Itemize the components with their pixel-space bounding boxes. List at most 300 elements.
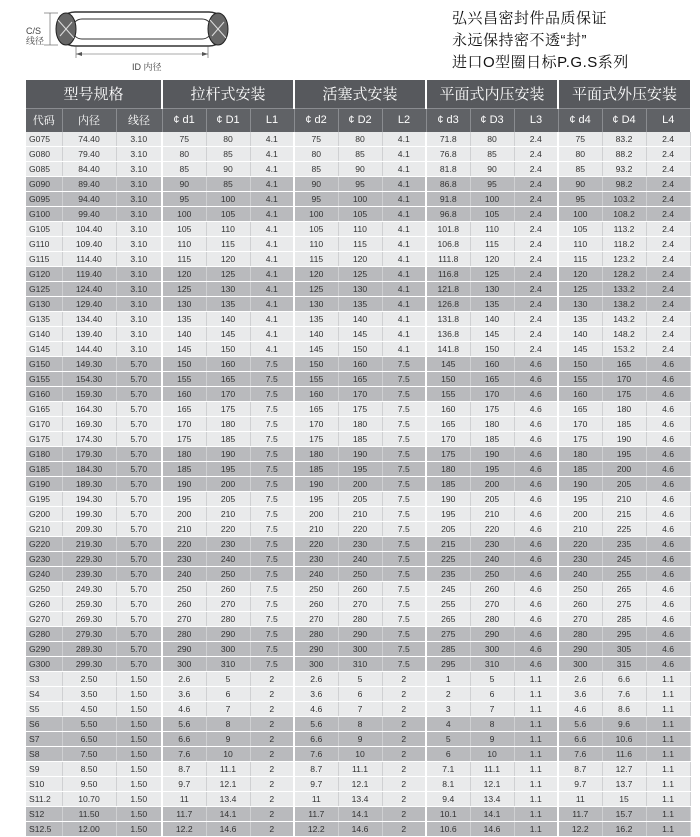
table-cell: 130 bbox=[206, 282, 250, 297]
table-cell: 1.1 bbox=[646, 777, 690, 792]
table-cell: 2.4 bbox=[646, 132, 690, 147]
table-cell: 85 bbox=[206, 177, 250, 192]
table-cell: 80 bbox=[470, 132, 514, 147]
table-cell: 10.6 bbox=[602, 732, 646, 747]
table-cell: 118.2 bbox=[602, 237, 646, 252]
table-cell: 205 bbox=[602, 477, 646, 492]
table-cell: 7.5 bbox=[250, 357, 294, 372]
table-cell: 12.1 bbox=[206, 777, 250, 792]
table-cell: 13.4 bbox=[338, 792, 382, 807]
row-code-cell: G195 bbox=[26, 492, 62, 507]
table-cell: 76.8 bbox=[426, 147, 470, 162]
group-header-spec: 型号规格 bbox=[26, 80, 162, 108]
table-cell: 165 bbox=[558, 402, 602, 417]
table-cell: 160 bbox=[294, 387, 338, 402]
table-cell: 3.10 bbox=[116, 252, 162, 267]
table-cell: 2.4 bbox=[514, 327, 558, 342]
table-cell: 93.2 bbox=[602, 162, 646, 177]
table-cell: 1 bbox=[426, 672, 470, 687]
table-cell: 4.6 bbox=[514, 357, 558, 372]
table-cell: 4.1 bbox=[250, 192, 294, 207]
table-cell: 125 bbox=[294, 282, 338, 297]
table-cell: 3.10 bbox=[116, 312, 162, 327]
table-cell: 8 bbox=[206, 717, 250, 732]
table-cell: 1.1 bbox=[514, 807, 558, 822]
table-cell: 80 bbox=[162, 147, 206, 162]
table-cell: 5.70 bbox=[116, 402, 162, 417]
table-cell: 104.40 bbox=[62, 222, 116, 237]
table-cell: 115 bbox=[162, 252, 206, 267]
table-cell: 2.4 bbox=[514, 282, 558, 297]
table-cell: 310 bbox=[338, 657, 382, 672]
table-cell: 11 bbox=[294, 792, 338, 807]
table-cell: 145 bbox=[294, 342, 338, 357]
table-cell: 2 bbox=[250, 747, 294, 762]
table-cell: 2.4 bbox=[646, 222, 690, 237]
table-cell: 5.70 bbox=[116, 357, 162, 372]
row-code-cell: S7 bbox=[26, 732, 62, 747]
table-cell: 160 bbox=[338, 357, 382, 372]
table-cell: 7.5 bbox=[382, 432, 426, 447]
table-cell: 125 bbox=[558, 282, 602, 297]
table-cell: 290 bbox=[206, 627, 250, 642]
table-cell: 134.40 bbox=[62, 312, 116, 327]
table-cell: 1.1 bbox=[514, 717, 558, 732]
column-header: 线径 bbox=[116, 108, 162, 132]
table-row bbox=[26, 207, 690, 222]
table-cell: 220 bbox=[162, 537, 206, 552]
table-cell: 255 bbox=[602, 567, 646, 582]
table-cell: 7.6 bbox=[162, 747, 206, 762]
table-cell: 149.30 bbox=[62, 357, 116, 372]
table-cell: 3.10 bbox=[116, 177, 162, 192]
table-cell: 185 bbox=[294, 462, 338, 477]
table-cell: 4.6 bbox=[514, 627, 558, 642]
table-cell: 83.2 bbox=[602, 132, 646, 147]
group-header-face-internal: 平面式内压安装 bbox=[426, 80, 558, 108]
table-cell: 11.6 bbox=[602, 747, 646, 762]
table-cell: 1.50 bbox=[116, 807, 162, 822]
table-cell: 170 bbox=[294, 417, 338, 432]
table-cell: 4.1 bbox=[250, 207, 294, 222]
slogan bbox=[452, 8, 629, 74]
table-cell: 3.6 bbox=[294, 687, 338, 702]
table-cell: 5.6 bbox=[294, 717, 338, 732]
table-cell: 74.40 bbox=[62, 132, 116, 147]
table-row bbox=[26, 507, 690, 522]
table-cell: 150 bbox=[294, 357, 338, 372]
table-cell: 210 bbox=[602, 492, 646, 507]
table-cell: 205 bbox=[206, 492, 250, 507]
table-cell: 7.5 bbox=[382, 462, 426, 477]
row-code-cell: G080 bbox=[26, 147, 62, 162]
table-cell: 4.1 bbox=[250, 162, 294, 177]
catalog-header bbox=[0, 0, 700, 80]
table-cell: 260 bbox=[162, 597, 206, 612]
table-cell: 1.50 bbox=[116, 822, 162, 837]
table-cell: 210 bbox=[206, 507, 250, 522]
table-cell: 2.4 bbox=[514, 162, 558, 177]
cs-label: C/S 线径 bbox=[26, 26, 45, 46]
row-code-cell: G110 bbox=[26, 237, 62, 252]
table-cell: 164.30 bbox=[62, 402, 116, 417]
table-cell: 260 bbox=[470, 582, 514, 597]
table-cell: 180 bbox=[602, 402, 646, 417]
table-cell: 260 bbox=[338, 582, 382, 597]
table-row bbox=[26, 717, 690, 732]
row-code-cell: G280 bbox=[26, 627, 62, 642]
table-cell: 1.1 bbox=[514, 762, 558, 777]
table-cell: 240 bbox=[338, 552, 382, 567]
table-cell: 199.30 bbox=[62, 507, 116, 522]
table-cell: 7.5 bbox=[250, 567, 294, 582]
table-cell: 285 bbox=[602, 612, 646, 627]
table-cell: 2 bbox=[250, 792, 294, 807]
table-cell: 165 bbox=[602, 357, 646, 372]
table-cell: 138.2 bbox=[602, 297, 646, 312]
table-cell: 145 bbox=[426, 357, 470, 372]
table-cell: 115 bbox=[558, 252, 602, 267]
table-cell: 4.6 bbox=[646, 492, 690, 507]
table-cell: 4.6 bbox=[514, 447, 558, 462]
table-cell: 4.6 bbox=[294, 702, 338, 717]
table-cell: 229.30 bbox=[62, 552, 116, 567]
table-cell: 250 bbox=[206, 567, 250, 582]
table-cell: 1.50 bbox=[116, 702, 162, 717]
table-cell: 230 bbox=[338, 537, 382, 552]
row-code-cell: G190 bbox=[26, 477, 62, 492]
table-cell: 120 bbox=[338, 252, 382, 267]
table-cell: 8.6 bbox=[602, 702, 646, 717]
table-cell: 154.30 bbox=[62, 372, 116, 387]
table-row bbox=[26, 162, 690, 177]
table-cell: 2 bbox=[250, 687, 294, 702]
table-cell: 185 bbox=[162, 462, 206, 477]
table-cell: 85 bbox=[338, 147, 382, 162]
table-cell: 12.00 bbox=[62, 822, 116, 837]
table-cell: 2 bbox=[382, 672, 426, 687]
table-cell: 128.2 bbox=[602, 267, 646, 282]
column-header: L4 bbox=[646, 108, 690, 132]
table-cell: 4.1 bbox=[382, 222, 426, 237]
table-cell: 80 bbox=[206, 132, 250, 147]
table-cell: 205 bbox=[470, 492, 514, 507]
table-cell: 2.6 bbox=[162, 672, 206, 687]
table-cell: 2.4 bbox=[646, 237, 690, 252]
table-cell: 170 bbox=[426, 432, 470, 447]
table-cell: 1.1 bbox=[514, 822, 558, 837]
table-cell: 175 bbox=[294, 432, 338, 447]
table-cell: 2 bbox=[382, 822, 426, 837]
table-cell: 4.6 bbox=[646, 432, 690, 447]
table-cell: 230 bbox=[294, 552, 338, 567]
table-cell: 121.8 bbox=[426, 282, 470, 297]
table-cell: 7.5 bbox=[250, 582, 294, 597]
column-header: 代码 bbox=[26, 108, 62, 132]
table-cell: 85 bbox=[162, 162, 206, 177]
table-row bbox=[26, 342, 690, 357]
table-cell: 7.5 bbox=[382, 612, 426, 627]
table-cell: 7.5 bbox=[382, 597, 426, 612]
row-code-cell: G130 bbox=[26, 297, 62, 312]
table-cell: 6.6 bbox=[602, 672, 646, 687]
table-cell: 310 bbox=[206, 657, 250, 672]
table-cell: 4.6 bbox=[514, 492, 558, 507]
table-cell: 4.1 bbox=[250, 312, 294, 327]
table-row bbox=[26, 417, 690, 432]
table-cell: 4.6 bbox=[646, 627, 690, 642]
table-cell: 5.50 bbox=[62, 717, 116, 732]
table-cell: 9 bbox=[338, 732, 382, 747]
table-cell: 175 bbox=[558, 432, 602, 447]
table-cell: 6 bbox=[338, 687, 382, 702]
table-cell: 148.2 bbox=[602, 327, 646, 342]
table-cell: 4.6 bbox=[646, 357, 690, 372]
table-cell: 115 bbox=[470, 237, 514, 252]
table-cell: 8.7 bbox=[558, 762, 602, 777]
table-cell: 4.6 bbox=[514, 612, 558, 627]
id-label: ID 内径 bbox=[132, 62, 162, 72]
table-cell: 290 bbox=[162, 642, 206, 657]
table-cell: 7.5 bbox=[250, 612, 294, 627]
table-cell: 90 bbox=[470, 162, 514, 177]
table-cell: 7.5 bbox=[250, 642, 294, 657]
table-cell: 125 bbox=[470, 267, 514, 282]
table-cell: 1.1 bbox=[646, 792, 690, 807]
table-cell: 105 bbox=[338, 207, 382, 222]
table-cell: 4.6 bbox=[646, 597, 690, 612]
table-cell: 143.2 bbox=[602, 312, 646, 327]
row-code-cell: G150 bbox=[26, 357, 62, 372]
row-code-cell: S9 bbox=[26, 762, 62, 777]
table-cell: 4 bbox=[426, 717, 470, 732]
row-code-cell: G160 bbox=[26, 387, 62, 402]
table-cell: 75 bbox=[294, 132, 338, 147]
table-cell: 4.6 bbox=[646, 417, 690, 432]
table-cell: 1.1 bbox=[514, 687, 558, 702]
table-cell: 250 bbox=[338, 567, 382, 582]
row-code-cell: G220 bbox=[26, 537, 62, 552]
table-cell: 3.10 bbox=[116, 327, 162, 342]
table-cell: 2.4 bbox=[514, 177, 558, 192]
table-cell: 1.50 bbox=[116, 762, 162, 777]
table-cell: 95 bbox=[558, 192, 602, 207]
table-cell: 2.4 bbox=[646, 342, 690, 357]
table-cell: 5.70 bbox=[116, 432, 162, 447]
table-cell: 133.2 bbox=[602, 282, 646, 297]
table-cell: 290 bbox=[338, 627, 382, 642]
table-cell: 6 bbox=[470, 687, 514, 702]
table-cell: 275 bbox=[602, 597, 646, 612]
table-cell: 120 bbox=[294, 267, 338, 282]
table-cell: 175 bbox=[206, 402, 250, 417]
row-code-cell: S4 bbox=[26, 687, 62, 702]
table-cell: 165 bbox=[206, 372, 250, 387]
table-cell: 175 bbox=[426, 447, 470, 462]
table-cell: 205 bbox=[426, 522, 470, 537]
table-cell: 5.70 bbox=[116, 492, 162, 507]
table-cell: 290 bbox=[294, 642, 338, 657]
table-cell: 9.6 bbox=[602, 717, 646, 732]
table-cell: 285 bbox=[426, 642, 470, 657]
table-cell: 135 bbox=[338, 297, 382, 312]
table-cell: 5.70 bbox=[116, 552, 162, 567]
table-cell: 4.1 bbox=[250, 177, 294, 192]
table-cell: 110 bbox=[206, 222, 250, 237]
table-cell: 190 bbox=[426, 492, 470, 507]
table-cell: 4.1 bbox=[250, 267, 294, 282]
table-cell: 119.40 bbox=[62, 267, 116, 282]
row-code-cell: S6 bbox=[26, 717, 62, 732]
table-cell: 144.40 bbox=[62, 342, 116, 357]
table-cell: 2 bbox=[382, 777, 426, 792]
table-cell: 155 bbox=[558, 372, 602, 387]
table-cell: 185 bbox=[558, 462, 602, 477]
table-cell: 2 bbox=[250, 702, 294, 717]
table-cell: 135 bbox=[558, 312, 602, 327]
table-cell: 5.70 bbox=[116, 582, 162, 597]
row-code-cell: G105 bbox=[26, 222, 62, 237]
table-cell: 113.2 bbox=[602, 222, 646, 237]
table-cell: 194.30 bbox=[62, 492, 116, 507]
table-cell: 209.30 bbox=[62, 522, 116, 537]
table-cell: 225 bbox=[426, 552, 470, 567]
column-header: ¢ D1 bbox=[206, 108, 250, 132]
table-cell: 4.6 bbox=[646, 462, 690, 477]
table-cell: 14.6 bbox=[470, 822, 514, 837]
table-cell: 185 bbox=[470, 432, 514, 447]
table-cell: 2 bbox=[382, 717, 426, 732]
table-cell: 300 bbox=[558, 657, 602, 672]
table-cell: 7.5 bbox=[382, 537, 426, 552]
table-cell: 4.6 bbox=[514, 582, 558, 597]
slogan-line-2: 永远保持密不透“封” bbox=[452, 32, 587, 49]
table-body bbox=[26, 132, 690, 837]
table-cell: 180 bbox=[206, 417, 250, 432]
table-cell: 260 bbox=[294, 597, 338, 612]
table-cell: 7.5 bbox=[382, 627, 426, 642]
table-cell: 4.1 bbox=[382, 237, 426, 252]
table-cell: 220 bbox=[338, 522, 382, 537]
table-row bbox=[26, 462, 690, 477]
table-cell: 290 bbox=[558, 642, 602, 657]
table-cell: 7.5 bbox=[250, 537, 294, 552]
table-cell: 184.30 bbox=[62, 462, 116, 477]
table-cell: 170 bbox=[338, 387, 382, 402]
table-cell: 150 bbox=[338, 342, 382, 357]
table-cell: 5.70 bbox=[116, 537, 162, 552]
table-cell: 4.1 bbox=[382, 162, 426, 177]
table-row bbox=[26, 822, 690, 837]
table-cell: 95 bbox=[470, 177, 514, 192]
table-cell: 1.1 bbox=[646, 762, 690, 777]
table-cell: 12.1 bbox=[338, 777, 382, 792]
table-cell: 75 bbox=[558, 132, 602, 147]
table-cell: 240 bbox=[294, 567, 338, 582]
table-cell: 300 bbox=[338, 642, 382, 657]
table-cell: 11.1 bbox=[206, 762, 250, 777]
table-row bbox=[26, 222, 690, 237]
table-cell: 2 bbox=[382, 687, 426, 702]
table-cell: 7.5 bbox=[382, 402, 426, 417]
table-cell: 7.6 bbox=[558, 747, 602, 762]
table-cell: 2 bbox=[250, 807, 294, 822]
table-row bbox=[26, 537, 690, 552]
table-cell: 240 bbox=[558, 567, 602, 582]
table-cell: 185 bbox=[338, 432, 382, 447]
table-cell: 115 bbox=[206, 237, 250, 252]
table-cell: 250 bbox=[294, 582, 338, 597]
row-code-cell: G155 bbox=[26, 372, 62, 387]
table-cell: 165 bbox=[426, 417, 470, 432]
table-cell: 130 bbox=[294, 297, 338, 312]
table-cell: 3.10 bbox=[116, 147, 162, 162]
table-cell: 140 bbox=[338, 312, 382, 327]
table-cell: 174.30 bbox=[62, 432, 116, 447]
table-cell: 290 bbox=[470, 627, 514, 642]
row-code-cell: G240 bbox=[26, 567, 62, 582]
table-cell: 10 bbox=[206, 747, 250, 762]
table-cell: 2.4 bbox=[646, 192, 690, 207]
table-cell: 315 bbox=[602, 657, 646, 672]
table-cell: 109.40 bbox=[62, 237, 116, 252]
table-cell: 159.30 bbox=[62, 387, 116, 402]
table-cell: 7.5 bbox=[250, 447, 294, 462]
table-cell: 15.7 bbox=[602, 807, 646, 822]
table-cell: 3.10 bbox=[116, 222, 162, 237]
table-cell: 85 bbox=[294, 162, 338, 177]
table-cell: 165 bbox=[294, 402, 338, 417]
table-cell: 195 bbox=[470, 462, 514, 477]
table-cell: 2 bbox=[250, 822, 294, 837]
table-cell: 280 bbox=[162, 627, 206, 642]
table-cell: 7.6 bbox=[294, 747, 338, 762]
table-cell: 2.4 bbox=[646, 327, 690, 342]
table-cell: 140 bbox=[558, 327, 602, 342]
table-cell: 131.8 bbox=[426, 312, 470, 327]
table-cell: 5.70 bbox=[116, 417, 162, 432]
table-cell: 195 bbox=[294, 492, 338, 507]
table-cell: 2.4 bbox=[646, 252, 690, 267]
table-cell: 14.6 bbox=[206, 822, 250, 837]
row-code-cell: G210 bbox=[26, 522, 62, 537]
table-cell: 86.8 bbox=[426, 177, 470, 192]
table-cell: 165 bbox=[338, 372, 382, 387]
table-cell: 5.70 bbox=[116, 597, 162, 612]
table-cell: 105 bbox=[558, 222, 602, 237]
table-cell: 7.5 bbox=[382, 372, 426, 387]
table-cell: 220 bbox=[470, 522, 514, 537]
table-cell: 165 bbox=[162, 402, 206, 417]
table-cell: 110 bbox=[294, 237, 338, 252]
table-cell: 126.8 bbox=[426, 297, 470, 312]
table-cell: 84.40 bbox=[62, 162, 116, 177]
table-cell: 7.5 bbox=[250, 507, 294, 522]
table-cell: 129.40 bbox=[62, 297, 116, 312]
table-cell: 1.50 bbox=[116, 672, 162, 687]
o-ring-cross-section-icon bbox=[22, 6, 232, 76]
table-cell: 240 bbox=[206, 552, 250, 567]
table-cell: 300 bbox=[206, 642, 250, 657]
table-cell: 280 bbox=[338, 612, 382, 627]
table-cell: 105 bbox=[162, 222, 206, 237]
row-code-cell: G075 bbox=[26, 132, 62, 147]
table-cell: 90 bbox=[206, 162, 250, 177]
column-header: ¢ d1 bbox=[162, 108, 206, 132]
table-cell: 7.5 bbox=[382, 447, 426, 462]
table-cell: 9.50 bbox=[62, 777, 116, 792]
group-header-face-external: 平面式外压安装 bbox=[558, 80, 690, 108]
